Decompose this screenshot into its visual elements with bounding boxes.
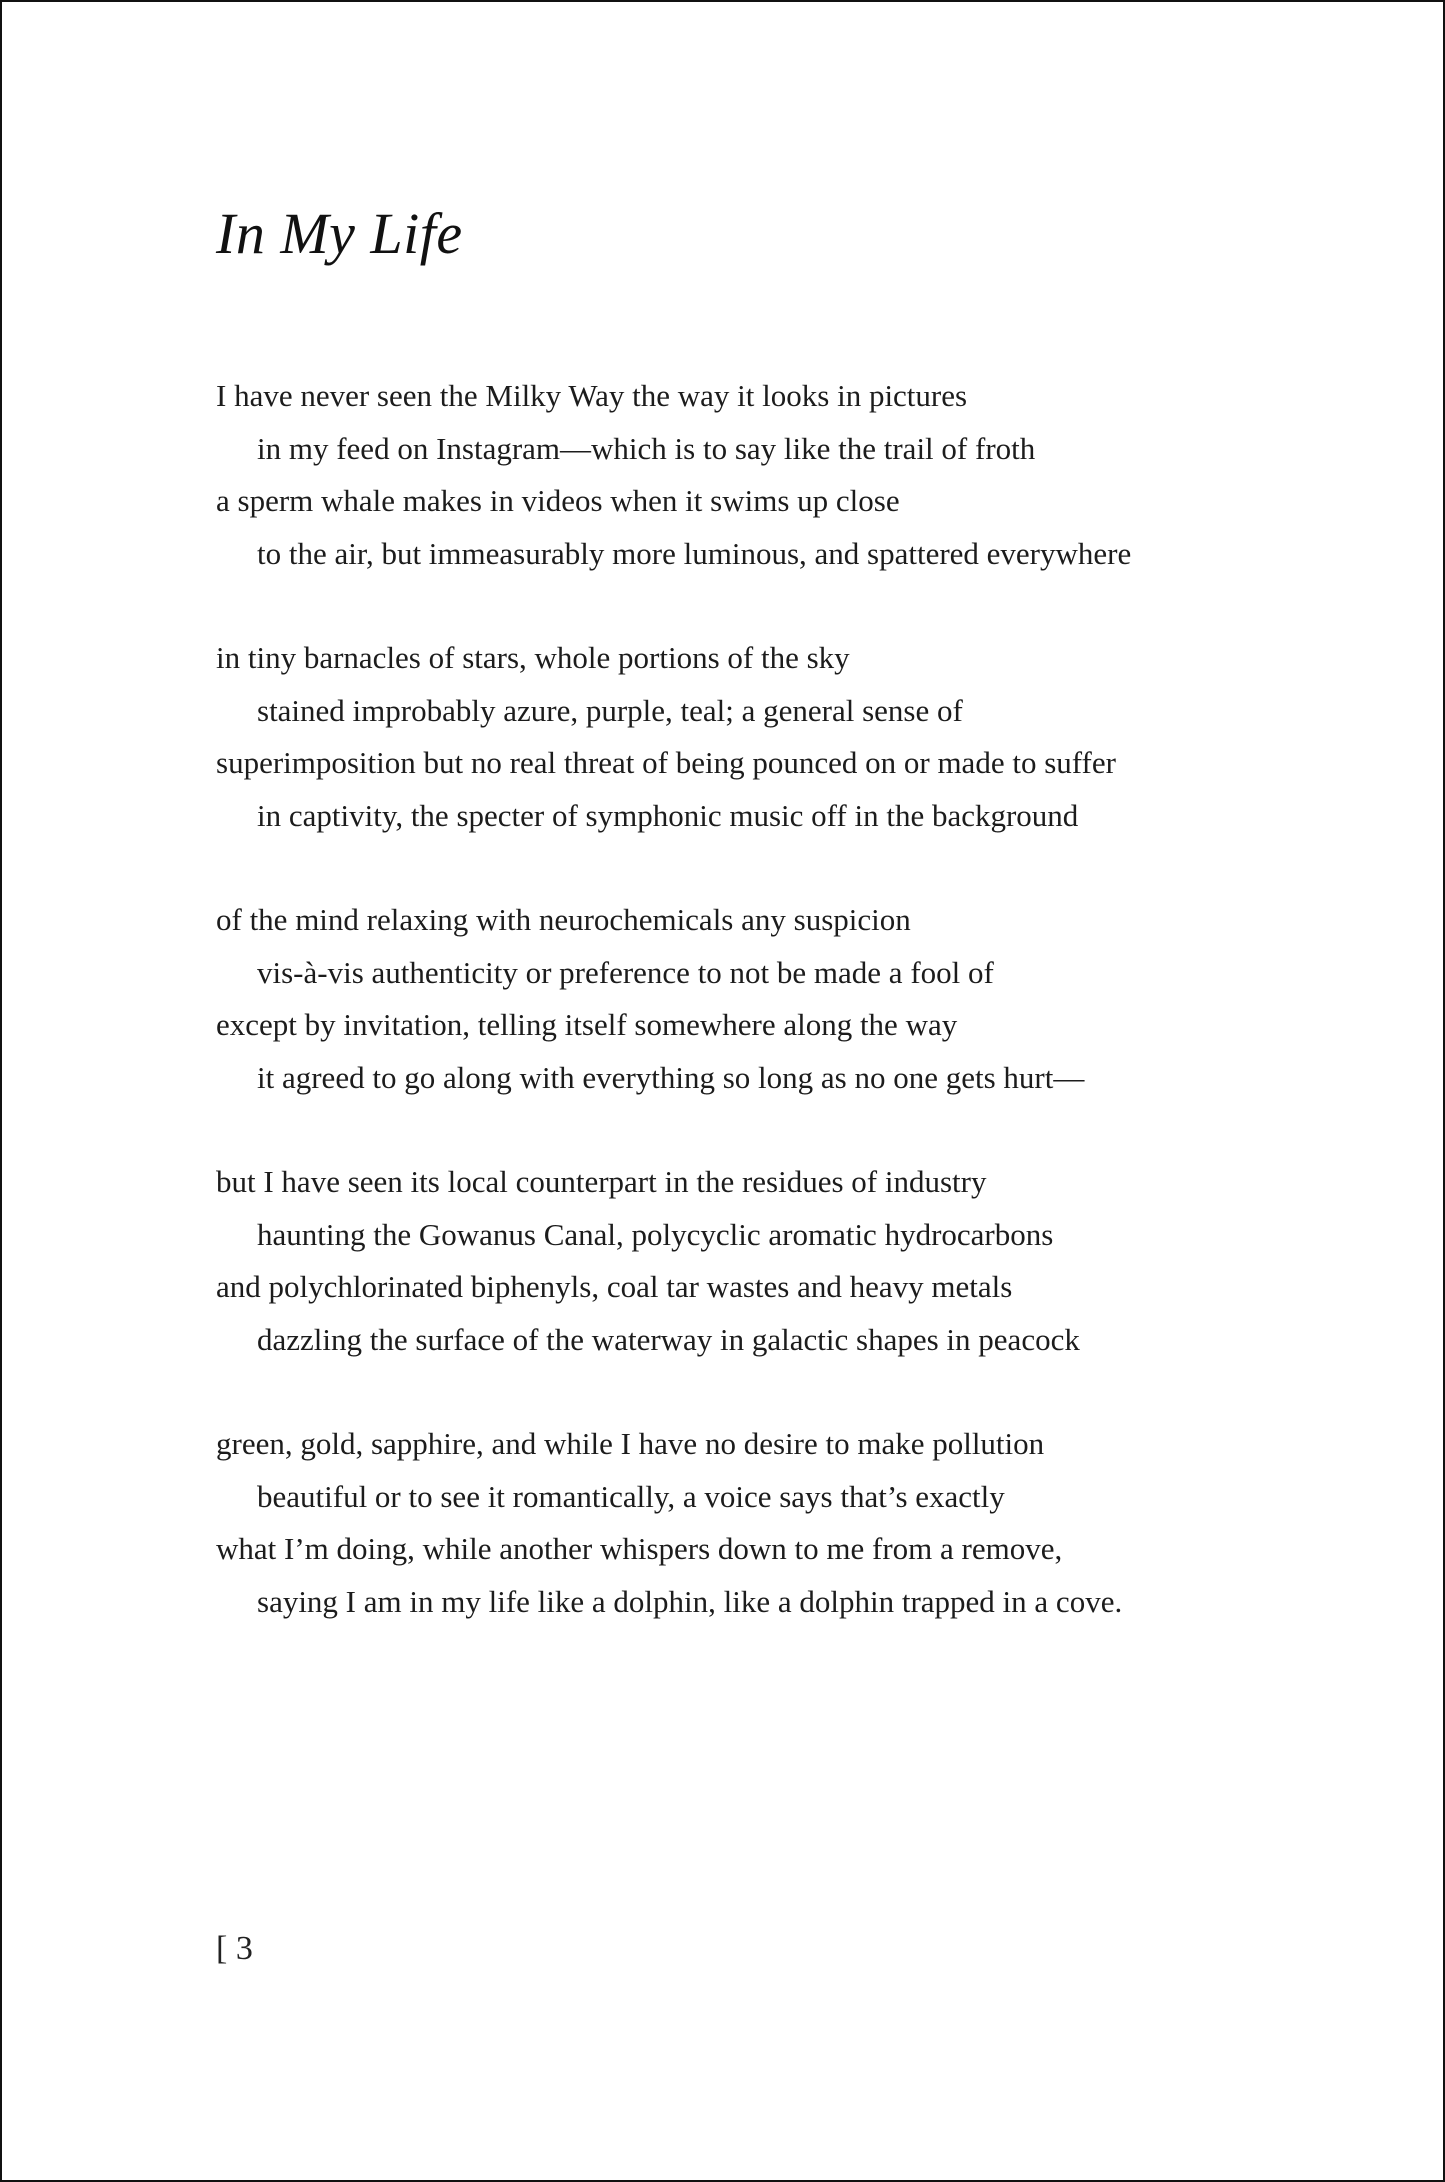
poem-line: superimposition but no real threat of being pounced on or made to suffer: [216, 745, 1116, 780]
poem-title: In My Life: [216, 201, 463, 266]
poem-line: it agreed to go along with everything so long as no one gets hurt—: [257, 1059, 1085, 1095]
poem-line: saying I am in my life like a dolphin, like a dolphin trapped in a cove.: [257, 1583, 1123, 1619]
poem-line: green, gold, sapphire, and while I have no desire to make pollution: [216, 1426, 1045, 1461]
poem-line: to the air, but immeasurably more luminous, and spattered everywhere: [257, 535, 1132, 571]
stanza-3: [216, 894, 1256, 1104]
poem-line: a sperm whale makes in videos when it swims up close: [216, 483, 900, 518]
poem-line: of the mind relaxing with neurochemicals any suspicion: [216, 902, 911, 937]
poem-line: stained improbably azure, purple, teal; a general sense of: [257, 692, 963, 728]
poem-line: dazzling the surface of the waterway in galactic shapes in peacock: [257, 1321, 1080, 1357]
stanza-5: [216, 1418, 1256, 1628]
poem-line: beautiful or to see it romantically, a voice says that’s exactly: [257, 1478, 1005, 1514]
poem-line: vis-à-vis authenticity or preference to not be made a fool of: [257, 954, 994, 990]
poem-line: in my feed on Instagram—which is to say like the trail of froth: [257, 430, 1036, 466]
stanza-2: [216, 632, 1256, 842]
poem-line: except by invitation, telling itself somewhere along the way: [216, 1007, 958, 1042]
page-number: [ 3: [216, 1930, 253, 1967]
poem-line: haunting the Gowanus Canal, polycyclic aromatic hydrocarbons: [257, 1216, 1054, 1252]
poem-line: in captivity, the specter of symphonic music off in the background: [257, 797, 1079, 833]
poem-line: what I’m doing, while another whispers down to me from a remove,: [216, 1531, 1063, 1566]
poem-line: in tiny barnacles of stars, whole portions of the sky: [216, 640, 850, 675]
stanza-4: [216, 1156, 1256, 1366]
poem-body: [216, 370, 1256, 1680]
poem-line: I have never seen the Milky Way the way it looks in pictures: [216, 378, 968, 413]
poem-line: and polychlorinated biphenyls, coal tar wastes and heavy metals: [216, 1269, 1013, 1304]
poem-line: but I have seen its local counterpart in the residues of industry: [216, 1164, 987, 1199]
stanza-1: [216, 370, 1256, 580]
